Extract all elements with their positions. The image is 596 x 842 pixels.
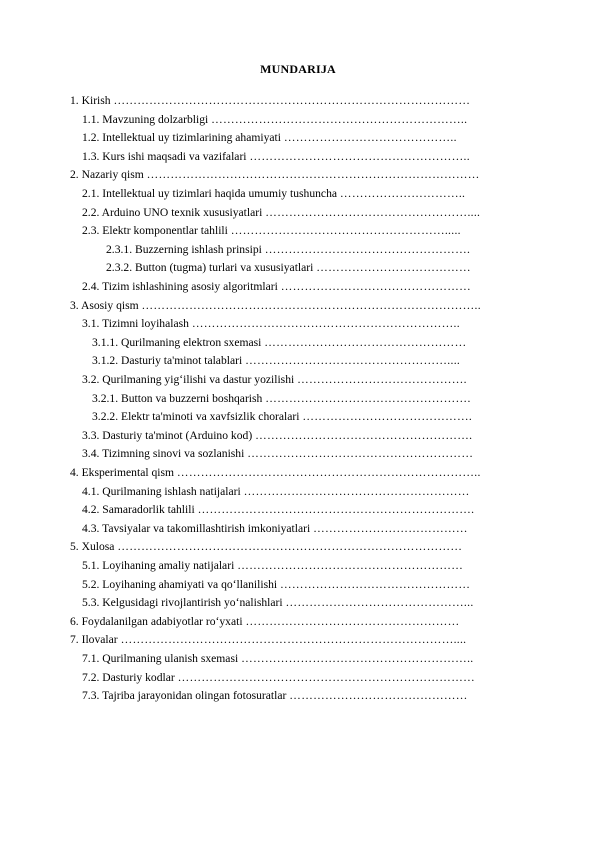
toc-entry[interactable] [82,687,555,705]
toc-entry-leader-dots: ………………………………………… [280,280,472,293]
toc-entry-leader-dots: ………………………………………………… [243,484,470,498]
toc-entry-leader-dots: ………………………………………………………………………….... [120,633,467,647]
toc-entry[interactable] [82,650,555,668]
toc-entry[interactable] [70,92,555,110]
toc-entry-leader-dots: ………………………………………………. [255,428,473,442]
toc-entry-label: 3.2.1. Button va buzzerni boshqarish [92,391,263,405]
toc-entry-label: 3.1. Tizimni loyihalash [82,317,189,331]
toc-entry-leader-dots: …………………………………………… [264,335,467,349]
toc-entry[interactable] [82,185,555,203]
toc-entry-label: 3.2.2. Elektr ta'minoti va xavfsizlik choralari [92,410,300,424]
toc-entry[interactable] [82,129,555,147]
toc-entry-label: 3.4. Tizimning sinovi va sozlanishi [82,447,245,461]
toc-entry-label: 3.1.1. Qurilmaning elektron sxemasi [92,335,262,349]
toc-entry-leader-dots: ………………………………… [313,521,468,535]
toc-entry-leader-dots: ………………………………………………………………….. [176,466,481,479]
toc-entry-label: 7.2. Dasturiy kodlar [82,670,175,684]
toc-entry[interactable] [82,204,555,222]
toc-entry-label: 2. Nazariy qism [70,168,144,182]
toc-entry[interactable] [82,278,555,296]
toc-entry-leader-dots: …………………………………………….... [245,354,461,368]
toc-entry-leader-dots: ………………………………………………………………………… [146,168,480,182]
toc-entry[interactable] [92,334,555,352]
toc-entry[interactable] [82,427,555,445]
toc-entry-leader-dots: ………………………………………………… [237,559,464,572]
toc-entry[interactable] [70,613,555,631]
toc-entry[interactable] [82,669,555,687]
toc-entry-label: 4. Eksperimental qism [70,466,175,479]
toc-entry-label: 4.2. Samaradorlik tahlili [82,503,195,517]
toc-entry[interactable] [70,166,555,184]
toc-entry-leader-dots: ……………………………………. [302,410,473,424]
toc-entry-label: 7.1. Qurilmaning ulanish sxemasi [82,652,239,665]
toc-entry-label: 3.3. Dasturiy ta'minot (Arduino kod) [82,428,253,442]
toc-entry-leader-dots: …………………………………………….... [265,205,481,219]
toc-entry-label: 4.3. Tavsiyalar va takomillashtirish imkoniyatlari [82,521,311,535]
toc-entry-label: 5.3. Kelgusidagi rivojlantirish yo‘nalishlari [82,596,283,610]
toc-entry-leader-dots: ………………………………………… [280,577,471,591]
toc-entry-leader-dots: ……………………………………………. [264,242,471,256]
toc-entry[interactable] [82,315,555,333]
page-title: MUNDARIJA [260,62,336,76]
toc-entry-leader-dots: ……………………………………………………….. [211,112,468,126]
toc-entry-leader-dots: ………………………………………………..... [230,224,461,238]
toc-entry[interactable] [82,148,555,166]
toc-entry[interactable] [106,259,555,277]
toc-entry-label: 5. Xulosa [70,540,115,554]
toc-entry-leader-dots: ……………………………………………………………………………… [113,94,471,107]
toc-entry[interactable] [106,241,555,259]
toc-entry-leader-dots: ………………………………… [316,261,471,275]
toc-entry[interactable] [82,111,555,129]
toc-entry[interactable] [70,297,555,315]
toc-entry-leader-dots: ……………………………………………. [265,391,471,405]
toc-entry-leader-dots: ………………………………………... [285,596,474,610]
toc-entry-leader-dots: ……………………………………………………………. [197,503,475,517]
toc-entry-leader-dots: …………………………………………………………………………… [117,540,463,554]
toc-entry-label: 2.1. Intellektual uy tizimlari haqida umumiy tushuncha [82,187,338,200]
toc-entry-label: 2.3.2. Button (tugma) turlari va xususiyatlari [106,261,314,275]
toc-entry-label: 1.3. Kurs ishi maqsadi va vazifalari [82,149,247,163]
toc-entry-label: 7.3. Tajriba jarayonidan olingan fotosuratlar [82,689,287,703]
toc-entry-leader-dots: ………………………………………………………….. [191,317,460,331]
toc-entry-label: 1.1. Mavzuning dolzarbligi [82,112,209,126]
toc-entry-label: 7. Ilovalar [70,633,118,647]
toc-entry-label: 1. Kirish [70,94,111,107]
toc-entry[interactable] [70,631,555,649]
toc-entry-label: 3. Asosiy qism [70,298,139,312]
toc-entry-label: 1.2. Intellektual uy tizimlarining ahamiyati [82,131,281,145]
toc-entry-leader-dots: ……………………………………… [289,689,468,703]
toc-entry-leader-dots: ……………………………………………….. [249,149,470,163]
toc-entry[interactable] [82,483,555,501]
toc-entry[interactable] [82,576,555,594]
toc-entry[interactable] [92,390,555,408]
toc-entry-label: 2.4. Tizim ishlashining asosiy algoritmlari [82,280,278,293]
toc-entry[interactable] [82,557,555,575]
toc-entry-label: 4.1. Qurilmaning ishlash natijalari [82,484,241,498]
toc-entry[interactable] [82,520,555,538]
toc-entry-leader-dots: …………………………………….. [283,131,457,145]
toc-entry-leader-dots: ………………………………………………….. [241,652,474,665]
toc-entry[interactable] [70,538,555,556]
toc-entry-label: 3.1.2. Dasturiy ta'minot talablari [92,354,243,368]
toc-entry-label: 2.3.1. Buzzerning ishlash prinsipi [106,242,262,256]
toc-entry[interactable] [70,464,555,482]
toc-entry[interactable] [92,408,555,426]
toc-entry-leader-dots: ………………………….. [339,187,466,200]
toc-entry[interactable] [82,371,555,389]
toc-entry[interactable] [82,222,555,240]
toc-entry-leader-dots: ……………………………………………… [245,614,460,628]
toc-entry-label: 3.2. Qurilmaning yig‘ilishi va dastur yozilishi [82,373,295,386]
toc-entry[interactable] [82,594,555,612]
toc-entry-label: 5.2. Loyihaning ahamiyati va qo‘llanilishi [82,577,278,591]
toc-entry[interactable] [82,501,555,519]
toc-entry[interactable] [92,352,555,370]
toc-entry-leader-dots: ………………………………………………………………………….. [141,298,481,312]
toc-entry-leader-dots: ………………………………………………………………… [177,670,475,684]
toc-entry-leader-dots: ………………………………………………… [247,447,474,461]
toc-entry-label: 2.2. Arduino UNO texnik xususiyatlari [82,205,263,219]
toc-entry-label: 2.3. Elektr komponentlar tahlili [82,224,228,238]
toc-entry[interactable] [82,445,555,463]
toc-entry-label: 5.1. Loyihaning amaliy natijalari [82,559,235,572]
toc-entry-leader-dots: ……………………………………. [297,373,467,386]
toc-entry-label: 6. Foydalanilgan adabiyotlar ro‘yxati [70,614,243,628]
